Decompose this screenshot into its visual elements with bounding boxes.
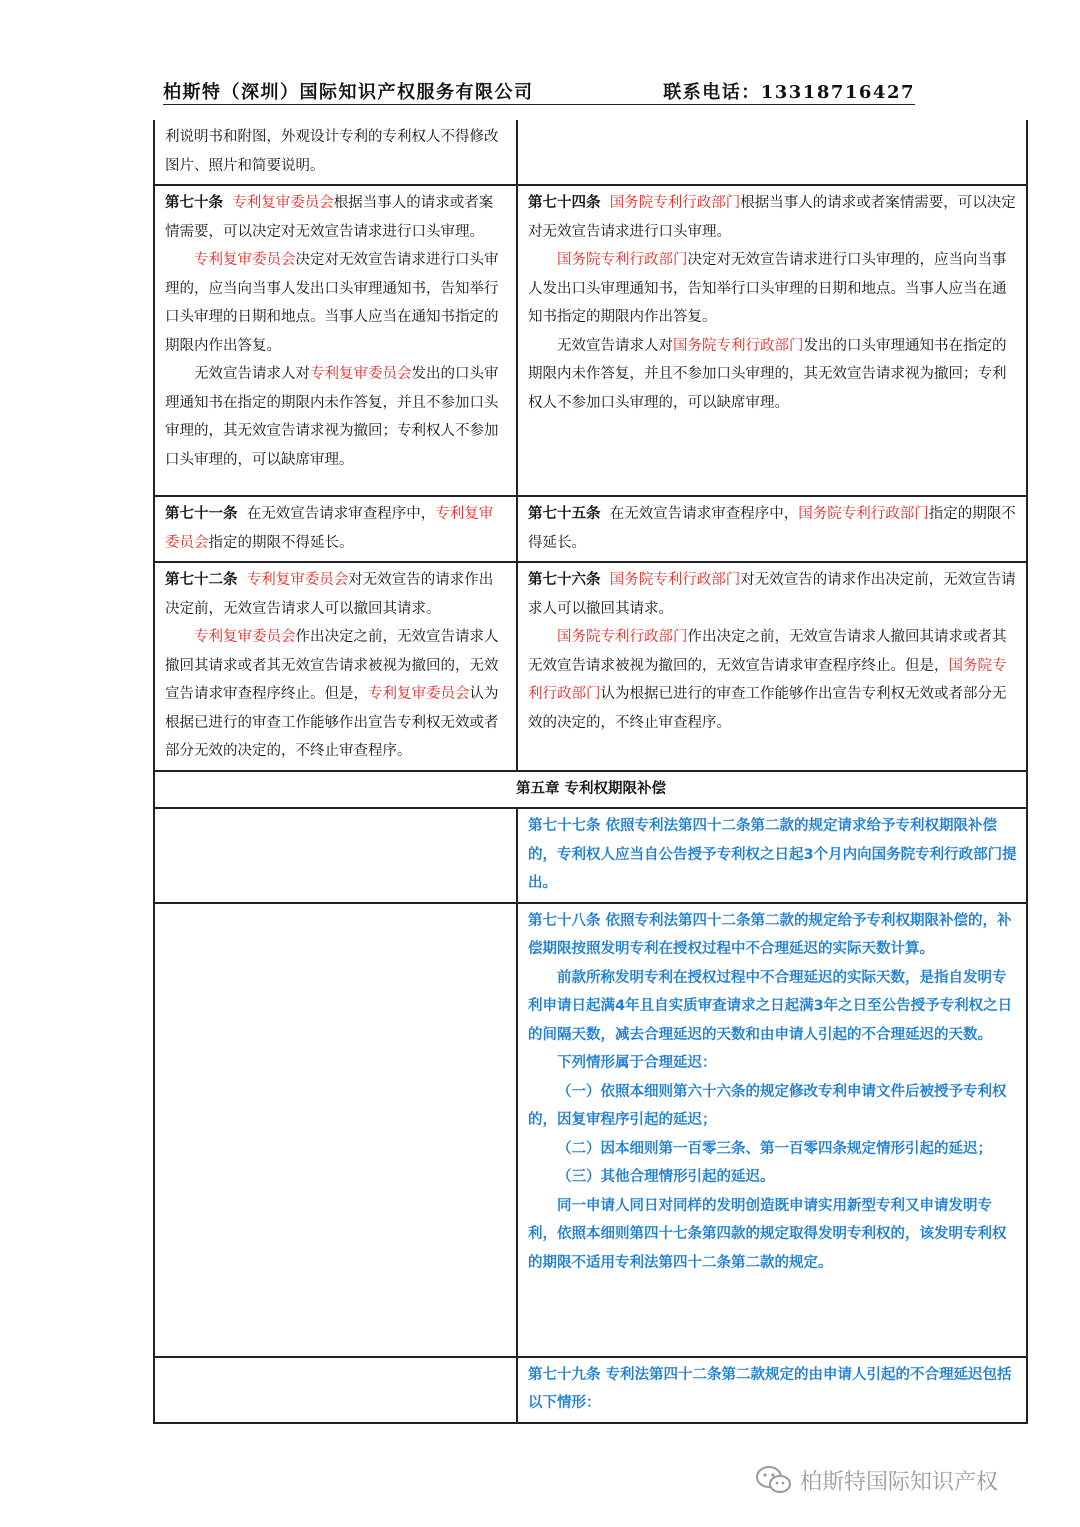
article-paragraph (165, 623, 507, 766)
article-paragraph (528, 623, 1017, 737)
article-paragraph: （二）因本细则第一百零三条、第一百零四条规定情形引起的延迟； (557, 1140, 992, 1157)
article-text: 在无效宣告请求审查程序中， (246, 506, 436, 522)
authority-name: 专利复审委员会 (232, 195, 334, 211)
authority-name: 国务院专利行政部门 (673, 337, 804, 354)
table-row (154, 903, 1027, 1357)
article-text: 根据当事人的请求或者案情需要，可以决定对无效宣告请求进行口头审理。 (165, 195, 494, 240)
article-paragraph (165, 246, 507, 360)
table-row (154, 185, 1027, 496)
table-row (154, 496, 1027, 562)
chapter-heading: 第五章 专利权期限补偿 (154, 771, 1027, 809)
authority-name: 国务院专利行政部门 (798, 506, 929, 522)
comparison-table (153, 120, 1028, 1424)
article-paragraph: 同一申请人同日对同样的发明创造既申请实用新型专利又申请发明专利，依照本细则第四十七条第四款的规定取得发明专利权的，该发明专利权的期限不适用专利法第四十二条第二款的规定。 (528, 1197, 1007, 1271)
authority-name: 国务院专利行政部门 (557, 629, 688, 645)
wechat-icon (755, 1465, 793, 1495)
article-paragraph: 第七十七条 依照专利法第四十二条第二款的规定请求给予专利权期限补偿的，专利权人应当自公告授予专利权之日起3个月内向国务院专利行政部门提出。 (528, 818, 1017, 891)
table-row (154, 562, 1027, 771)
authority-name: 专利复审委员会 (194, 629, 296, 645)
right-cell (517, 903, 1027, 1357)
article-paragraph (528, 500, 1017, 557)
article-text: 无效宣告请求人对 (194, 366, 310, 382)
article-text: 作出决定之前，无效宣告请求人撤回其请求或者其无效宣告请求被视为撤回的，无效宣告请求审查程序终止。但是， (528, 629, 1007, 674)
article-text: 决定对无效宣告请求进行口头审理的，应当向当事人发出口头审理通知书，告知举行口头审理的日期和地点。当事人应当在通知书指定的期限内作出答复。 (165, 252, 499, 354)
authority-name: 国务院专利行政部门 (557, 252, 688, 268)
article-text: 发出的口头审理通知书在指定的期限内未作答复，并且不参加口头审理的，其无效宣告请求视为撤回；专利权人不参加口头审理的，可以缺席审理。 (165, 366, 499, 468)
article-number: 第七十五条 (528, 506, 601, 522)
article-paragraph: 第七十八条 依照专利法第四十二条第二款的规定给予专利权期限补偿的，补偿期限按照发明专利在授权过程中不合理延迟的实际天数计算。 (528, 912, 1012, 957)
left-cell (154, 120, 517, 185)
left-cell (154, 903, 517, 1357)
article-text: 在无效宣告请求审查程序中， (609, 506, 799, 522)
table-row (154, 808, 1027, 903)
article-text: 无效宣告请求人对 (557, 337, 673, 354)
authority-name: 专利复审委员会 (246, 572, 349, 588)
authority-name: 国务院专利行政部门 (609, 195, 741, 211)
article-paragraph (528, 246, 1017, 332)
authority-name: 国务院专利行政部门 (609, 572, 741, 588)
authority-name: 专利复审委员会 (194, 252, 296, 268)
table-row (154, 771, 1027, 809)
article-text: 对无效宣告的请求作出决定前，无效宣告请求人可以撤回其请求。 (165, 572, 494, 617)
left-cell (154, 185, 517, 496)
article-number: 第七十二条 (165, 572, 238, 588)
left-cell (154, 1357, 517, 1423)
right-cell (517, 1357, 1027, 1423)
article-text: 发出的口头审理通知书在指定的期限内未作答复，并且不参加口头审理的，其无效宣告请求视为撤回；专利权人不参加口头审理的，可以缺席审理。 (528, 337, 1007, 411)
article-text: 作出决定之前，无效宣告请求人撤回其请求或者其无效宣告请求被视为撤回的，无效宣告请求审查程序终止。但是， (165, 629, 499, 702)
article-paragraph (165, 360, 507, 474)
article-text: 认为根据已进行的审查工作能够作出宣告专利权无效或者部分无效的决定的，不终止审查程序。 (528, 686, 1007, 731)
article-number: 第七十四条 (528, 195, 601, 211)
authority-name: 专利复审委员会 (165, 506, 494, 551)
article-paragraph: 下列情形属于合理延迟： (557, 1055, 717, 1071)
left-cell (154, 562, 517, 771)
article-paragraph: （一）依照本细则第六十六条的规定修改专利申请文件后被授予专利权的，因复审程序引起的延迟； (528, 1083, 1007, 1128)
right-cell (517, 562, 1027, 771)
right-cell (517, 120, 1027, 185)
company-name: 柏斯特（深圳）国际知识产权服务有限公司 (163, 82, 534, 103)
authority-name: 专利复审委员会 (368, 686, 470, 702)
article-text: 指定的期限不得延长。 (528, 506, 1016, 551)
article-paragraph: （三）其他合理情形引起的延迟。 (557, 1169, 775, 1185)
article-paragraph: 前款所称发明专利在授权过程中不合理延迟的实际天数，是指自发明专利申请日起满4年且自实质审查请求之日起满3年之日至公告授予专利权之日的间隔天数，减去合理延迟的天数和由申请人引起的不合理延迟的天数。 (528, 969, 1013, 1043)
article-paragraph (528, 189, 1017, 246)
article-text: 决定对无效宣告请求进行口头审理的，应当向当事人发出口头审理通知书，告知举行口头审理的日期和地点。当事人应当在通知书指定的期限内作出答复。 (528, 252, 1007, 325)
article-text: 利说明书和附图，外观设计专利的专利权人不得修改图片、照片和简要说明。 (165, 129, 499, 174)
authority-name: 专利复审委员会 (310, 366, 412, 382)
article-paragraph: 第七十九条 专利法第四十二条第二款规定的由申请人引起的不合理延迟包括以下情形： (528, 1366, 1012, 1411)
article-text: 根据当事人的请求或者案情需要，可以决定对无效宣告请求进行口头审理。 (528, 195, 1016, 240)
article-paragraph (528, 332, 1017, 418)
article-paragraph (165, 566, 507, 623)
authority-name: 国务院专利行政部门 (528, 657, 1007, 702)
article-number: 第七十六条 (528, 572, 601, 588)
table-row (154, 1357, 1027, 1423)
article-number: 第七十条 (165, 195, 223, 211)
right-cell (517, 808, 1027, 903)
right-cell (517, 185, 1027, 496)
article-paragraph (528, 566, 1017, 623)
article-paragraph (165, 500, 507, 557)
contact-phone: 联系电话：13318716427 (663, 82, 915, 103)
page-header (163, 78, 915, 105)
right-cell (517, 496, 1027, 562)
table-row (154, 120, 1027, 185)
article-number: 第七十一条 (165, 506, 238, 522)
article-text: 对无效宣告的请求作出决定前，无效宣告请求人可以撤回其请求。 (528, 572, 1016, 617)
left-cell (154, 496, 517, 562)
article-text: 认为根据已进行的审查工作能够作出宣告专利权无效或者部分无效的决定的，不终止审查程序。 (165, 686, 499, 759)
left-cell (154, 808, 517, 903)
article-paragraph (165, 189, 507, 246)
watermark-text: 柏斯特国际知识产权 (800, 1470, 999, 1495)
article-text: 指定的期限不得延长。 (208, 534, 354, 551)
